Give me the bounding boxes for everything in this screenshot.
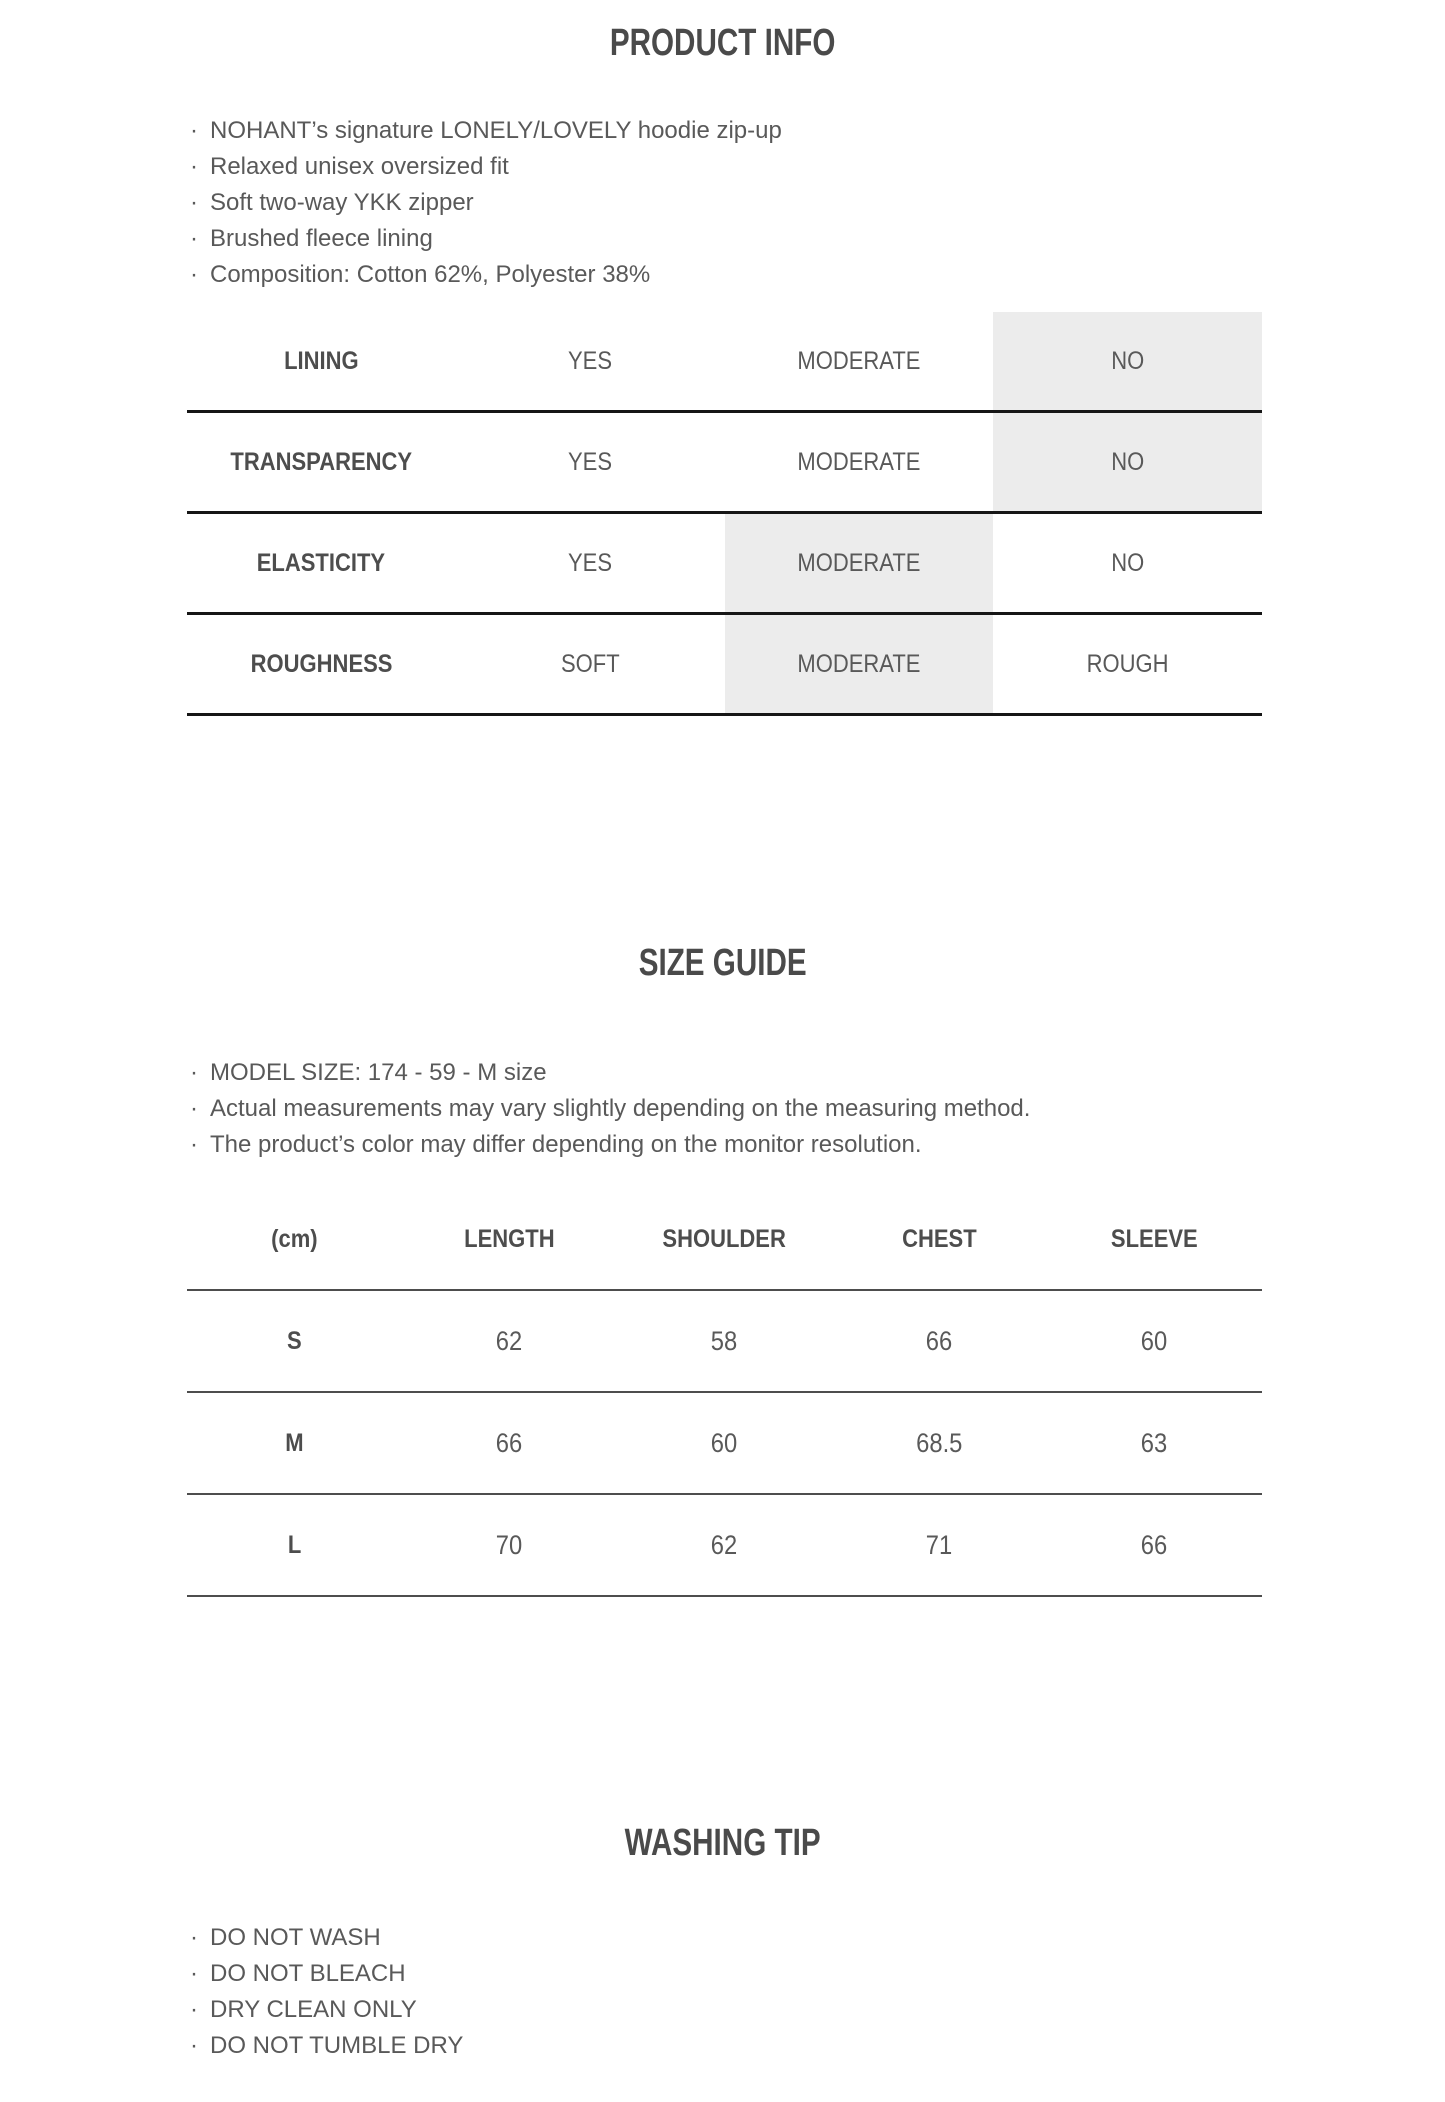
size-table-header-chest: CHEST (902, 1225, 977, 1253)
size-table-header-sleeve: SLEEVE (1111, 1225, 1198, 1253)
size-guide-bullet: · MODEL SIZE: 174 - 59 - M size (190, 1055, 1030, 1091)
table-row (187, 615, 1262, 716)
size-guide-bullet: · Actual measurements may vary slightly depending on the measuring method. (190, 1091, 1030, 1127)
fabric-cell-1-2: NO (993, 413, 1262, 511)
product-info-title (0, 24, 1445, 62)
size-row-label-m: M (285, 1428, 304, 1457)
product-info-bullet: · Soft two-way YKK zipper (190, 185, 782, 221)
fabric-cell-3-0: SOFT (560, 649, 620, 678)
washing-tip-title (0, 1824, 1445, 1862)
size-cell: 62 (496, 1325, 523, 1356)
size-table-header-length: LENGTH (464, 1225, 555, 1253)
washing-tip-bullet: · DRY CLEAN ONLY (190, 1992, 463, 2028)
size-cell: 68.5 (916, 1427, 963, 1458)
size-cell: 63 (1141, 1427, 1168, 1458)
table-row (187, 413, 1262, 514)
size-cell: 58 (711, 1325, 738, 1356)
washing-tip-bullet: · DO NOT WASH (190, 1920, 463, 1956)
fabric-property-table (187, 312, 1262, 716)
size-cell: 60 (1141, 1325, 1168, 1356)
size-cell: 66 (926, 1325, 953, 1356)
product-info-bullet: · Brushed fleece lining (190, 221, 782, 257)
fabric-row-label-2: ELASTICITY (257, 548, 386, 577)
product-info-bullet-list (190, 113, 782, 293)
fabric-cell-3-2: ROUGH (1086, 649, 1169, 678)
fabric-row-label-1: TRANSPARENCY (230, 447, 413, 476)
size-table-header-unit: (cm) (271, 1225, 318, 1253)
product-info-bullet: · NOHANT’s signature LONELY/LOVELY hoodie zip-up (190, 113, 782, 149)
size-cell: 62 (711, 1529, 738, 1560)
size-cell: 66 (496, 1427, 523, 1458)
size-guide-bullet: · The product’s color may differ depending on the monitor resolution. (190, 1127, 1030, 1163)
size-cell: 71 (926, 1529, 953, 1560)
fabric-cell-0-2: NO (993, 312, 1262, 410)
table-row (187, 312, 1262, 413)
washing-tip-bullet: · DO NOT BLEACH (190, 1956, 463, 1992)
fabric-cell-3-1: MODERATE (725, 615, 994, 713)
fabric-cell-0-0: YES (568, 346, 613, 375)
washing-tip-bullet: · DO NOT TUMBLE DRY (190, 2028, 463, 2064)
product-info-title-text: PRODUCT INFO (609, 22, 836, 64)
fabric-cell-1-1: MODERATE (797, 447, 921, 476)
size-guide-title (0, 944, 1445, 982)
fabric-cell-2-1: MODERATE (725, 514, 994, 612)
table-row (187, 1291, 1262, 1393)
size-row-label-l: L (287, 1530, 302, 1559)
size-cell: 60 (711, 1427, 738, 1458)
washing-tip-bullet-list (190, 1920, 463, 2064)
size-table-header-shoulder: SHOULDER (662, 1225, 787, 1253)
size-table-header-row (187, 1190, 1262, 1291)
table-row (187, 1495, 1262, 1597)
size-guide-table (187, 1190, 1262, 1597)
fabric-row-label-0: LINING (284, 346, 359, 375)
size-cell: 66 (1141, 1529, 1168, 1560)
table-row (187, 514, 1262, 615)
size-cell: 70 (496, 1529, 523, 1560)
size-guide-bullet-list (190, 1055, 1030, 1163)
product-info-bullet: · Relaxed unisex oversized fit (190, 149, 782, 185)
table-row (187, 1393, 1262, 1495)
fabric-cell-2-0: YES (568, 548, 613, 577)
fabric-cell-0-1: MODERATE (797, 346, 921, 375)
product-info-bullet: · Composition: Cotton 62%, Polyester 38% (190, 257, 782, 293)
fabric-cell-2-2: NO (1111, 548, 1145, 577)
fabric-row-label-3: ROUGHNESS (250, 649, 393, 678)
size-row-label-s: S (287, 1326, 302, 1355)
size-guide-title-text: SIZE GUIDE (638, 942, 807, 984)
washing-tip-title-text: WASHING TIP (624, 1822, 821, 1864)
fabric-cell-1-0: YES (568, 447, 613, 476)
